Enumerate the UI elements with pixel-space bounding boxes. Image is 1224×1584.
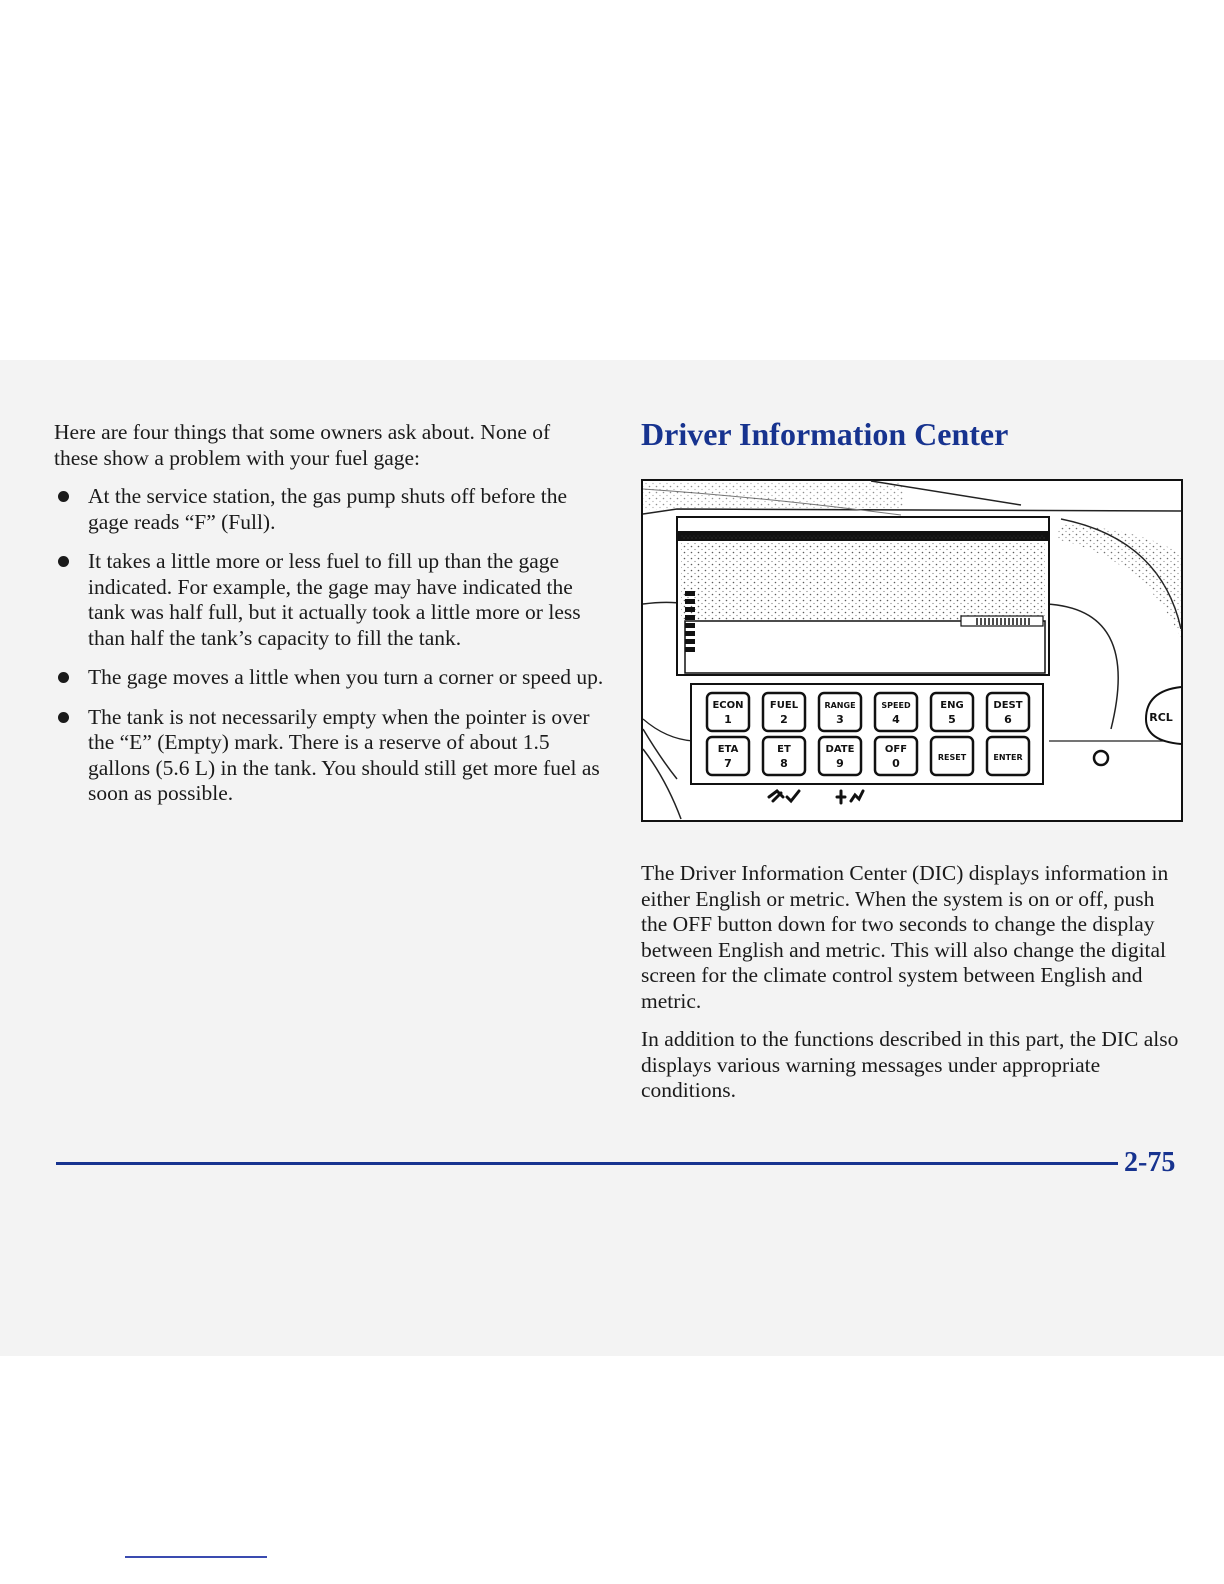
list-item [54,484,604,535]
dic-display-screen [681,543,1045,621]
dic-key-number: 4 [892,713,900,726]
dic-key-number: 8 [780,757,788,770]
fuel-gage-bullet-list [54,484,604,821]
dic-key-label: ENTER [993,753,1023,762]
bullet-icon [58,491,69,502]
dic-illustration [641,479,1183,822]
bottom-rule [125,1556,267,1558]
bullet-text: The tank is not necessarily empty when the pointer is over the “E” (Empty) mark. There is a reserve of about 1.5 gallons (5.6 L) in the tank. You should still get more fuel as soon as possible. [88,704,600,805]
dic-key-number: 5 [948,713,956,726]
dic-key-number: 9 [836,757,844,770]
dic-key-label: RANGE [824,701,856,710]
bullet-text: It takes a little more or less fuel to fill up than the gage indicated. For example, the gage may have indicated the tank was half full, but it actually took a little more or less than half the tank’s capacity to fill the tank. [88,549,581,650]
dic-key-dest[interactable] [987,693,1029,731]
dic-key-reset[interactable] [931,737,973,775]
bullet-icon [58,672,69,683]
dic-key-label: FUEL [769,700,799,711]
bullet-icon [58,712,69,723]
list-item [54,705,604,807]
list-item [54,665,604,691]
dic-key-label: ET [777,744,791,755]
dic-key-label: ENG [940,700,964,711]
dic-key-label: SPEED [881,701,911,710]
dic-key-number: 0 [892,757,900,770]
bullet-text: The gage moves a little when you turn a corner or speed up. [88,665,604,689]
dic-warnings-paragraph: In addition to the functions described in this part, the DIC also displays various warning messages under appropriate conditions. [641,1027,1179,1102]
section-heading: Driver Information Center [641,416,1009,452]
dic-key-enter[interactable] [987,737,1029,775]
indicator-circle-icon [1094,751,1108,765]
dic-key-label: DEST [993,700,1023,711]
intro-paragraph: Here are four things that some owners ask about. None of these show a problem with your fuel gage: [54,420,551,470]
dic-key-number: 1 [724,713,732,726]
dic-key-label: OFF [884,744,908,755]
dic-key-speed[interactable] [875,693,917,731]
dic-key-number: 6 [1004,713,1012,726]
dic-key-date[interactable] [819,737,861,775]
dic-key-number: 2 [780,713,788,726]
dic-key-label: RESET [937,753,967,762]
dic-lower-screen [685,621,1045,673]
bullet-icon [58,556,69,567]
dic-description-paragraph: The Driver Information Center (DIC) displays information in either English or metric. When the system is on or off, push the OFF button down for two seconds to change the display between English and metric. This will also change the digital screen for the climate control system between English and metric. [641,861,1169,1013]
dic-key-eng[interactable] [931,693,973,731]
connector-strip [961,616,1043,626]
dic-key-range[interactable] [819,693,861,731]
dic-key-label: ETA [717,744,739,755]
dic-key-off[interactable] [875,737,917,775]
page-number: 2-75 [1124,1147,1176,1178]
footer-rule [56,1162,1118,1165]
bullet-text: At the service station, the gas pump shuts off before the gage reads “F” (Full). [88,484,568,534]
dic-key-fuel[interactable] [763,693,805,731]
dashboard-texture [643,482,903,510]
list-item [54,549,604,651]
dic-key-econ[interactable] [707,693,749,731]
dic-key-et[interactable] [763,737,805,775]
dic-key-number: 7 [724,757,732,770]
dic-bezel-texture [681,535,1045,539]
dic-key-eta[interactable] [707,737,749,775]
dic-key-label: DATE [825,744,855,755]
dic-key-label: ECON [712,700,744,711]
rcl-label: RCL [1149,711,1173,724]
dic-key-number: 3 [836,713,844,726]
